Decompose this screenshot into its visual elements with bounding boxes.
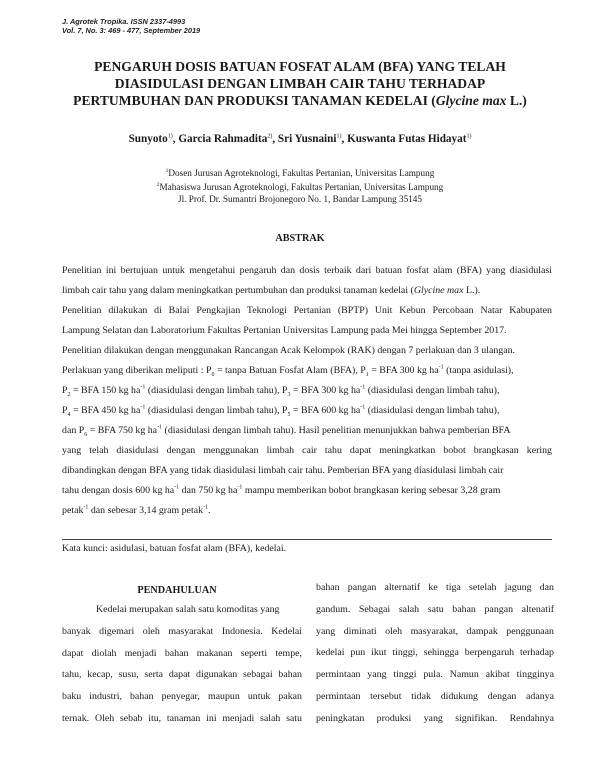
author-mark: 1) <box>167 133 173 140</box>
body-line: yang diminati oleh masyarakat, dampak penggunaan <box>316 625 554 637</box>
affiliation-address <box>40 193 560 206</box>
abstract-text: = BFA 600 kg ha <box>290 405 361 416</box>
body-line: baku industri, bahan penyegar, maupun untuk pakan <box>62 691 302 703</box>
abstract-line: Penelitian ini bertujuan untuk mengetahui pengaruh dan dosis terbaik dari batuan fosfat alam (BFA) yang diasidulasi <box>62 265 552 276</box>
abstract-text: L.). <box>463 285 481 296</box>
abstract-text: dan 750 kg ha <box>179 485 238 496</box>
author-name: Garcia Rahmadita <box>178 133 268 145</box>
affiliation-text: Jl. Prof. Dr. Sumantri Brojonegoro No. 1, Bandar Lampung 35145 <box>178 194 422 204</box>
title-line-3-text: PERTUMBUHAN DAN PRODUKSI TANAMAN KEDELAI ( <box>73 93 436 108</box>
body-line: banyak digemari oleh masyarakat Indonesia. Kedelai <box>62 625 302 637</box>
title-line-2: DIASIDULASI DENGAN LIMBAH CAIR TAHU TERHADAP <box>114 76 486 91</box>
abstract-text: = BFA 300 kg ha <box>290 385 361 396</box>
author-name: Kuswanta Futas Hidayat <box>347 133 467 145</box>
abstract-text: P <box>62 405 68 416</box>
abstract-divider <box>62 539 552 540</box>
abstract-text: (diasidulasi dengan limbah tahu), P <box>145 385 288 396</box>
abstract-text: (diasidulasi dengan limbah tahu), P <box>145 405 288 416</box>
body-line: bahan pangan alternatif ke tiga setelah jagung dan <box>316 582 554 593</box>
abstract-line: Penelitian dilakukan dengan menggunakan Rancangan Acak Kelompok (RAK) dengan 7 perlakuan dan 3 ulangan. <box>62 345 516 356</box>
abstract-line <box>62 501 552 521</box>
body-line: kedelai pun ikut tinggi, sehingga berpengaruh terhadap <box>316 647 554 659</box>
abstract-line <box>62 361 552 381</box>
abstract-text: P <box>62 385 68 396</box>
body-line: Kedelai merupakan salah satu komoditas yang <box>96 604 280 615</box>
treatment-subscript: 4 <box>67 411 71 418</box>
body-line: ternak. Oleh sebab itu, tanaman ini menjadi salah satu <box>62 712 302 724</box>
journal-issn: J. Agrotek Tropika. ISSN 2337-4993 <box>62 17 186 26</box>
keywords: Kata kunci: asidulasi, batuan fosfat alam (BFA), kedelai. <box>62 543 287 554</box>
treatment-subscript: 0 <box>211 371 215 378</box>
abstract-line: dibandingkan dengan BFA yang tidak diasidulasi limbah cair tahu. Pemberian BFA yang diasidulasi limbah cair <box>62 465 504 476</box>
abstract-text: mampu memberikan bobot brangkasan kering sebesar 3,28 gram <box>242 485 501 496</box>
abstract-text: = tanpa Batuan Fosfat Alam (BFA), P <box>214 365 366 376</box>
title-line-3 <box>40 92 560 109</box>
introduction-right-column <box>316 577 554 730</box>
author-sep: , <box>341 133 348 145</box>
body-line: permintaan yang tinggi pula. Namun akibat tingginya <box>316 669 554 681</box>
unit-exponent: -1 <box>360 404 366 411</box>
treatment-subscript: 5 <box>287 411 291 418</box>
unit-exponent: -1 <box>157 424 163 431</box>
abstract-text: (diasidulasi dengan limbah tahu), <box>365 385 500 396</box>
unit-exponent: -1 <box>438 364 444 371</box>
author-mark: 1) <box>336 133 342 140</box>
abstract-text: = BFA 300 kg ha <box>368 365 439 376</box>
abstract-species: Glycine max <box>413 285 464 296</box>
author-sep: , <box>172 133 179 145</box>
author-list <box>40 133 560 145</box>
journal-volume: Vol. 7, No. 3: 469 - 477, September 2019 <box>62 26 201 35</box>
treatment-subscript: 1 <box>365 371 369 378</box>
abstract-text: dan sebesar 3,14 gram petak <box>88 505 204 516</box>
unit-exponent: -1 <box>140 404 146 411</box>
unit-exponent: -1 <box>140 384 146 391</box>
abstract-text: tahu dengan dosis 600 kg ha <box>62 485 175 496</box>
unit-exponent: -1 <box>174 484 180 491</box>
body-line: gandum. Sebagai salah satu bahan pangan altenatif <box>316 603 554 615</box>
author-name: Sunyoto <box>128 133 168 145</box>
abstract-text: (tanpa asidulasi), <box>443 365 514 376</box>
abstract-line <box>62 421 552 441</box>
abstract-text: Perlakuan yang diberikan meliputi : P <box>62 365 212 376</box>
introduction-left-column <box>62 599 302 730</box>
affiliation-1 <box>40 165 560 180</box>
abstract-line: Penelitian dilakukan di Balai Pengkajian Teknologi Pertanian (BPTP) Unit Kebun Percobaan Natar Kabupaten <box>62 305 552 316</box>
unit-exponent: -1 <box>237 484 243 491</box>
abstract-text: = BFA 750 kg ha <box>87 425 158 436</box>
author-sep: , <box>272 133 278 145</box>
title-species: Glycine max <box>435 93 507 108</box>
body-line: dapat diolah menjadi bahan makanan seperti tempe, <box>62 647 302 659</box>
affiliation-text: Dosen Jurusan Agroteknologi, Fakultas Pertanian, Universitas Lampung <box>168 168 435 179</box>
body-line: peningkatan produksi yang signifikan. Rendahnya <box>316 712 554 724</box>
treatment-subscript: 6 <box>84 431 88 438</box>
title-line-3-end: L.) <box>506 93 527 108</box>
treatment-subscript: 2 <box>67 391 71 398</box>
journal-header <box>62 17 200 35</box>
abstract-line <box>62 401 552 421</box>
unit-exponent: -1 <box>203 504 209 511</box>
abstract-text: = BFA 150 kg ha <box>70 385 141 396</box>
abstract-text: = BFA 450 kg ha <box>70 405 141 416</box>
abstract-line <box>62 481 552 501</box>
unit-exponent: -1 <box>360 384 366 391</box>
abstract-line: Lampung Selatan dan Laboratorium Fakultas Pertanian Universitas Lampung pada Mei hingga September 2017. <box>62 325 507 336</box>
abstract-body <box>62 261 552 521</box>
abstract-text: (diasidulasi dengan limbah tahu). Hasil penelitian menunjukkan bahwa pemberian BFA <box>162 425 511 436</box>
abstract-line <box>62 281 552 301</box>
body-line: tahu, kecap, susu, serta dapat digunakan sebagai bahan <box>62 669 302 681</box>
abstract-text: limbah cair tahu yang dalam meningkatkan pertumbuhan dan produksi tanaman kedelai ( <box>62 285 414 296</box>
body-line: permintaan tersebut tidak didukung dengan adanya <box>316 690 554 702</box>
treatment-subscript: 3 <box>287 391 291 398</box>
unit-exponent: -1 <box>83 504 89 511</box>
author-name: Sri Yusnaini <box>277 133 337 145</box>
affiliation-text: Mahasiswa Jurusan Agroteknologi, Fakultas Pertanian, Universitas Lampung <box>159 182 444 193</box>
abstract-text: (diasidulasi dengan limbah tahu), <box>365 405 500 416</box>
abstract-text: petak <box>62 505 84 516</box>
author-mark: 2) <box>267 133 273 140</box>
affiliation-mark: 1 <box>165 168 169 174</box>
section-heading-introduction: PENDAHULUAN <box>137 585 217 596</box>
affiliation-2 <box>40 179 560 194</box>
abstract-heading: ABSTRAK <box>275 233 325 244</box>
abstract-text: dan P <box>62 425 85 436</box>
abstract-line <box>62 381 552 401</box>
author-mark: 1) <box>466 133 472 140</box>
abstract-line: yang telah diasidulasi dengan menggunakan limbah cair tahu dapat meningkatkan bobot brangkasan kering <box>62 445 552 456</box>
abstract-text: . <box>208 505 211 516</box>
affiliation-mark: 2 <box>156 182 160 188</box>
title-line-1: PENGARUH DOSIS BATUAN FOSFAT ALAM (BFA) YANG TELAH <box>94 59 506 74</box>
article-title <box>40 58 560 109</box>
